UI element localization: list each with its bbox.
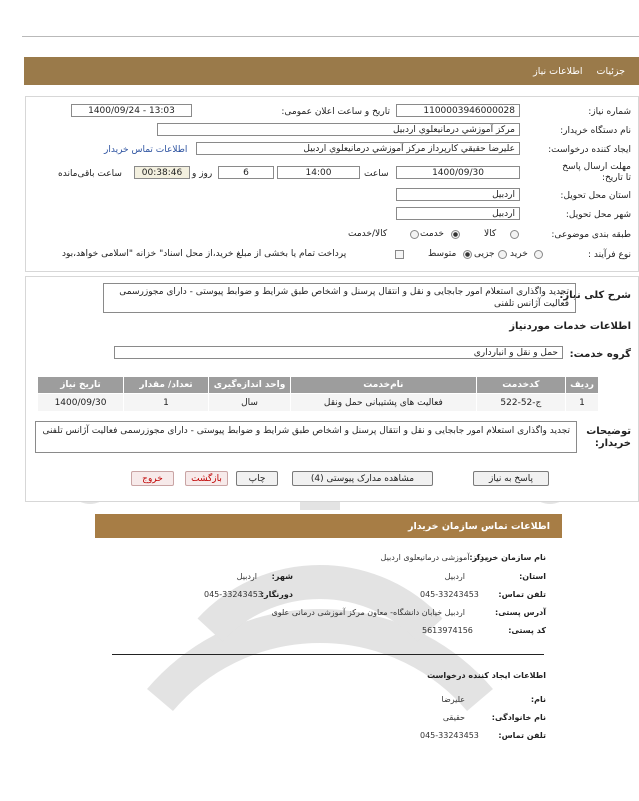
deadline-label-text: مهلت ارسال پاسخ تا تاریخ: [562,162,631,183]
cell-unit: سال [209,394,291,412]
contact-province-value: اردبیل [444,572,465,581]
contact-province-label: استان: [519,572,546,581]
view-documents-button[interactable]: مشاهده مدارک پیوستی (4) [292,471,433,486]
creator-phone-value: 045-33243453 [420,731,479,740]
creator-name-label: نام: [530,695,546,704]
exit-button[interactable]: خروج [131,471,174,486]
service-group-label: گروه خدمت: [569,349,631,360]
process-purchase-radio[interactable] [534,250,543,259]
services-table [37,376,599,412]
buyer-notes-box [35,421,577,453]
process-label: نوع فرآیند : [588,250,631,260]
need-info-tab[interactable]: اطلاعات نیاز [533,65,583,77]
city-field: اردبيل [396,207,520,220]
cell-row: 1 [566,394,599,412]
summary-text-box [103,283,576,313]
table-row [38,394,599,412]
process-medium-label: متوسط [428,249,457,259]
contact-divider [112,654,544,655]
phone-label: تلفن تماس: [498,590,546,599]
creator-phone-label: تلفن تماس: [498,731,546,740]
col-row: ردیف [566,377,599,394]
contact-city-value: اردبیل [236,572,257,581]
contact-header [95,514,562,538]
details-tab[interactable]: جزئیات [596,65,625,77]
category-label: طبقه بندی موضوعی: [551,230,631,240]
city-label: شهر محل تحویل: [565,210,631,220]
buyer-contact-link[interactable]: اطلاعات تماس خریدار [104,145,188,155]
print-button[interactable]: چاپ [236,471,278,486]
org-label: نام سازمان خریدار: [469,553,546,562]
phone-value: 045-33243453 [420,590,479,599]
treasury-checkbox[interactable] [395,250,404,259]
deadline-time-field: 14:00 [277,166,360,179]
creator-family-value: حقیقی [442,713,465,722]
category-service-radio[interactable] [451,230,460,239]
summary-text: تجدید واگذاری استعلام امور جابجایی و نقل و انتقال پرسنل و اشخاص طبق شرایط و ضوابط پیوستی - دارای مجوزرسمی فعالیت آژانس تلفنی [119,287,569,309]
cell-quantity: 1 [124,394,209,412]
days-field: 6 [218,166,274,179]
days-label: روز و [192,169,213,179]
back-button[interactable]: بازگشت [185,471,228,486]
reply-button[interactable]: پاسخ به نیاز [473,471,549,486]
col-need-date: تاریخ نیاز [38,377,124,394]
col-service-name: نام‌خدمت [291,377,477,394]
requester-field: عليرضا حقيقي کارپرداز مرکز آموزشي درمانيعلوي اردبيل [196,142,520,155]
cell-need-date: 1400/09/30 [38,394,124,412]
deadline-label [561,162,631,184]
buyer-notes-label-text: توضیحات خریدار: [586,426,631,449]
announce-field: 1400/09/24 - 13:03 [71,104,192,117]
remaining-label: ساعت باقی‌مانده [58,169,122,179]
fax-value: 045-33243453 [204,590,263,599]
creator-name-value: علیرضا [441,695,465,704]
contact-heading: اطلاعات تماس سازمان خریدار [407,520,550,532]
postal-value: 5613974156 [422,626,473,635]
category-service-label: خدمت [420,229,444,239]
buyer-org-label: نام دستگاه خریدار: [560,126,631,136]
address-label: آدرس پستی: [495,608,546,617]
payment-note: پرداخت تمام یا بخشی از مبلغ خرید،از محل اسناد" خزانه "اسلامی خواهد،بود [62,249,347,259]
category-both-label: کالا/خدمت [348,229,388,239]
buyer-notes-label [586,426,631,450]
deadline-date-field: 1400/09/30 [396,166,520,179]
process-minor-label: جزیی [474,249,495,259]
need-number-field: 1100003946000028 [396,104,520,117]
process-medium-radio[interactable] [463,250,472,259]
page-header [24,57,639,85]
cell-code: ج-52-522 [476,394,565,412]
buyer-notes-text: تجدید واگذاری استعلام امور جابجایی و نقل و انتقال پرسنل و اشخاص طبق شرایط و ضوابط پیوستی - دارای مجوزرسمی فعالیت آژانس تلفنی [42,426,570,436]
cell-service-name: فعالیت های پشتیبانی حمل ونقل [291,394,477,412]
announce-label: تاریخ و ساعت اعلان عمومی: [281,107,390,117]
province-label: استان محل تحویل: [560,191,631,201]
process-purchase-label: خرید [510,249,528,259]
col-unit: واحد اندازه‌گیری [209,377,291,394]
contact-city-label: شهر: [271,572,293,581]
col-code: کدخدمت [476,377,565,394]
service-group-field: حمل و نقل و انبارداری [114,346,563,359]
process-minor-radio[interactable] [498,250,507,259]
table-header-row [38,377,599,394]
creator-heading: اطلاعات ایجاد کننده درخواست [427,671,546,680]
fax-label: دورنگار: [260,590,293,599]
deadline-time-label: ساعت [364,169,389,179]
remaining-time-field: 00:38:46 [134,166,190,179]
need-number-label: شماره نیاز: [588,107,631,117]
org-value: مرکز آموزشی درمانیعلوی اردبیل [380,553,489,562]
creator-family-label: نام خانوادگی: [491,713,546,722]
province-field: اردبيل [396,188,520,201]
category-goods-label: کالا [484,229,497,239]
category-both-radio[interactable] [410,230,419,239]
summary-label: شرح کلی نیاز: [559,290,631,301]
category-goods-radio[interactable] [510,230,519,239]
services-heading: اطلاعات خدمات موردنیاز [509,321,631,332]
buyer-org-field: مرکز آموزشي درمانيعلوي اردبيل [157,123,520,136]
requester-label: ایجاد کننده درخواست: [548,145,631,155]
address-value: اردبیل خیابان دانشگاه- معاون مرکز آموزشی درمانی علوی [271,608,465,617]
postal-label: کد پستی: [508,626,546,635]
col-quantity: تعداد/ مقدار [124,377,209,394]
top-divider [22,36,639,37]
